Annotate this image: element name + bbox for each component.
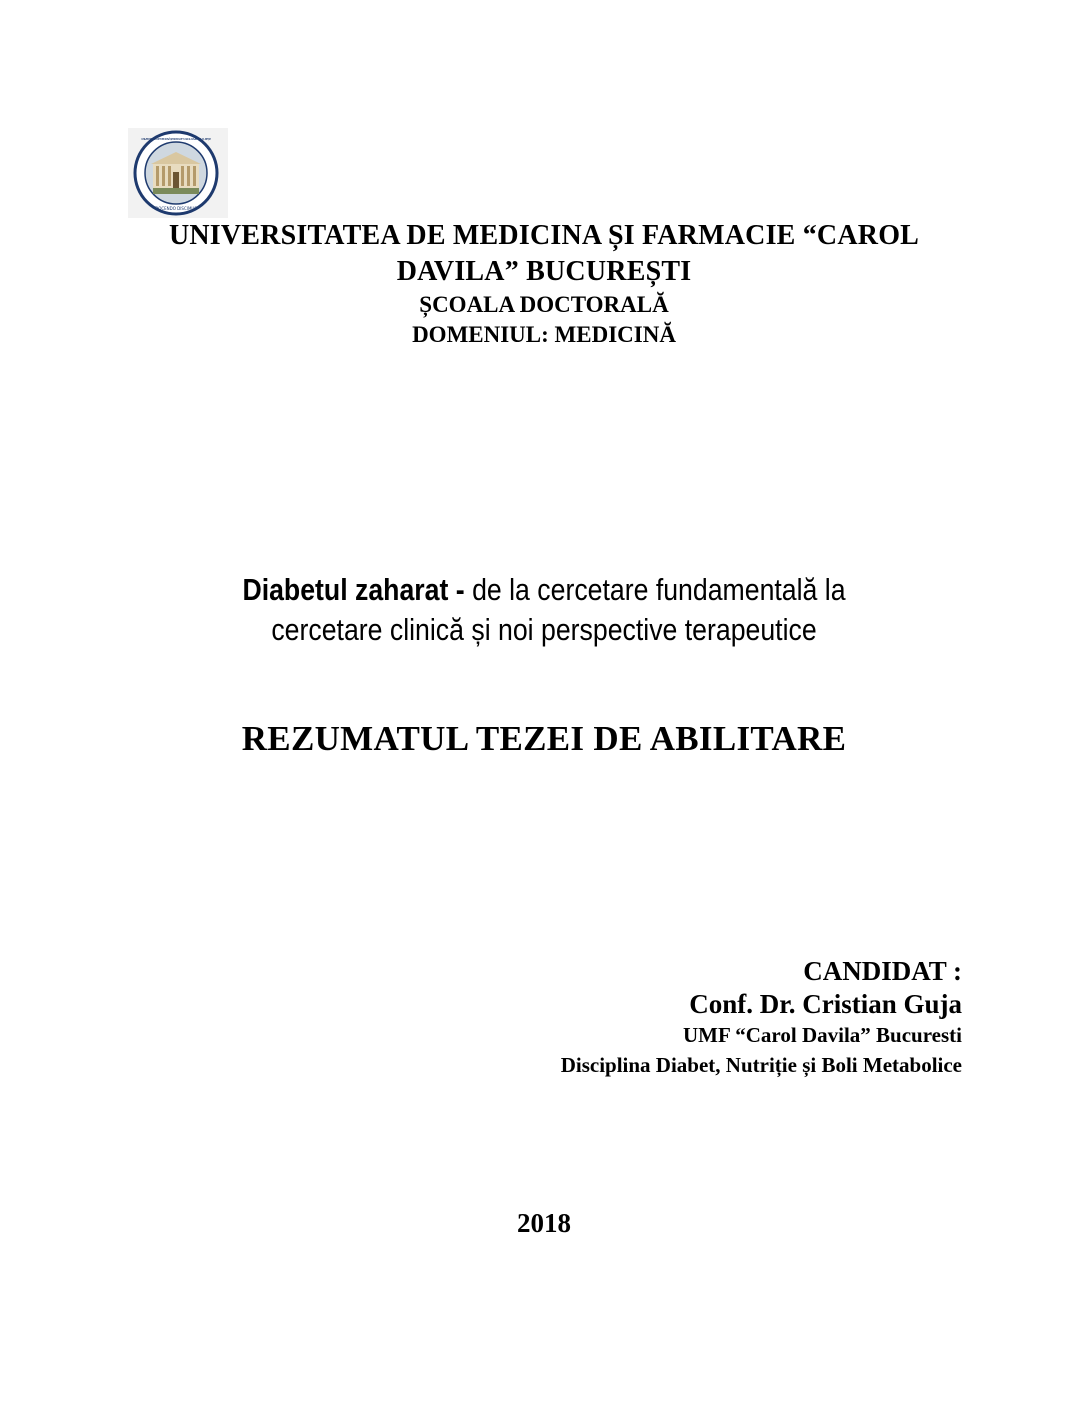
candidate-block <box>561 954 962 1080</box>
thesis-title-rest: de la cercetare fundamentală la <box>464 572 846 607</box>
seal-year: 1857 <box>171 212 181 216</box>
institution-header <box>0 218 1088 350</box>
university-seal-logo <box>128 128 228 218</box>
seal-text: UNIVERSITATEA DE MEDICINĂ ȘI FARMACIE "CAROL DAVILA" BUCUREȘTI <box>141 137 211 141</box>
thesis-title-bold: Diabetul zaharat - <box>242 572 465 607</box>
document-year: 2018 <box>517 1208 571 1238</box>
university-name-line1: UNIVERSITATEA DE MEDICINA ȘI FARMACIE “CAROL <box>168 220 920 251</box>
thesis-title <box>76 570 1012 650</box>
candidate-discipline: Disciplina Diabet, Nutriție și Boli Metabolice <box>560 1053 962 1077</box>
seal-motto: DOCENDO DISCIMUS <box>155 206 197 211</box>
candidate-name: Conf. Dr. Cristian Guja <box>689 989 962 1019</box>
document-subtitle: REZUMATUL TEZEI DE ABILITARE <box>241 719 847 758</box>
doctoral-school: ȘCOALA DOCTORALĂ <box>419 292 669 317</box>
university-name-line2: DAVILA” BUCUREȘTI <box>396 256 692 287</box>
candidate-label: CANDIDAT : <box>803 956 962 986</box>
candidate-affiliation: UMF “Carol Davila” Bucuresti <box>682 1023 962 1047</box>
thesis-title-line2: cercetare clinică și noi perspective terapeutice <box>271 612 817 647</box>
domain-field: DOMENIUL: MEDICINĂ <box>412 322 676 347</box>
